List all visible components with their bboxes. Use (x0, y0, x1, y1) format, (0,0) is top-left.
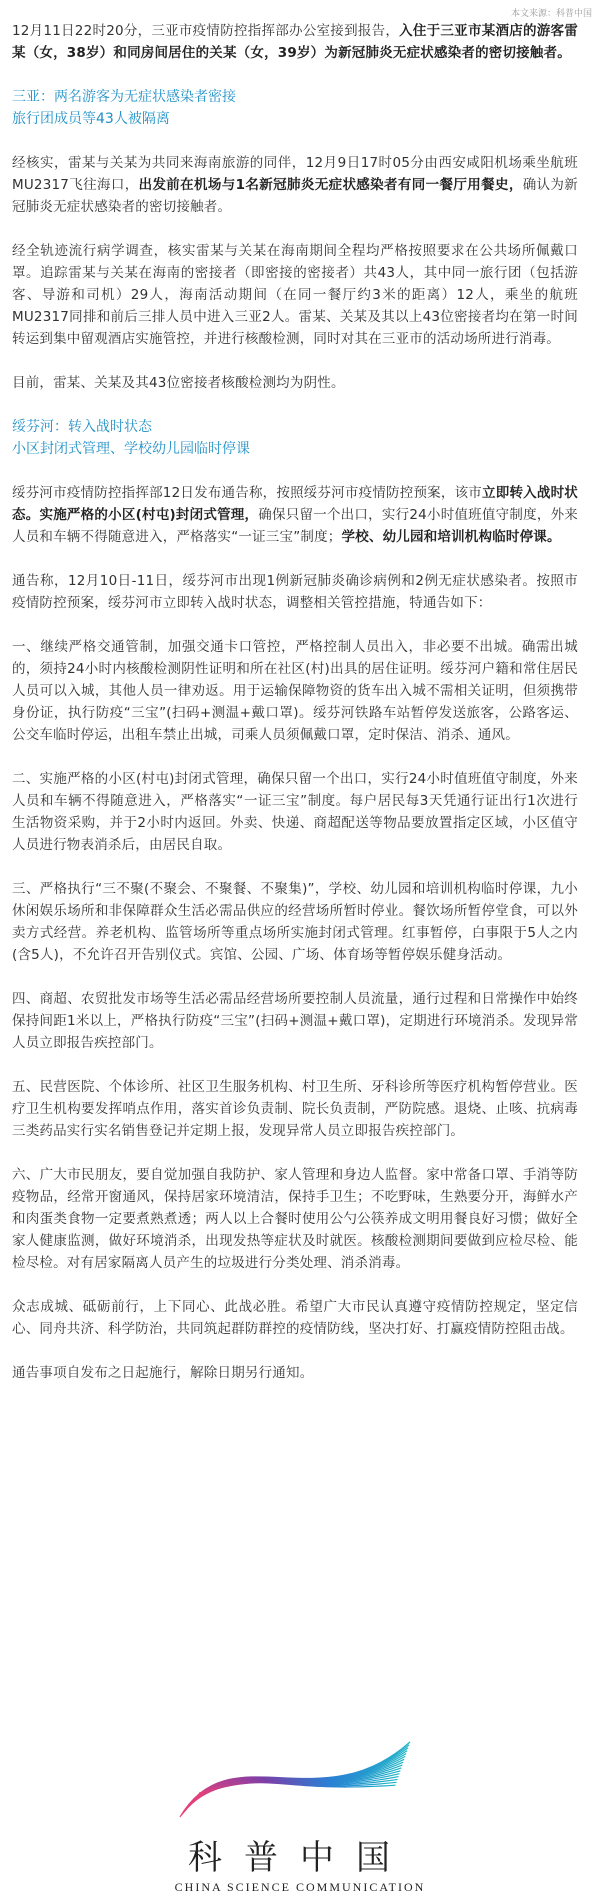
suifenhe-p1-bold-2: 学校、幼儿园和培训机构临时停课。 (341, 529, 561, 545)
suifenhe-title-line1: 绥芬河：转入战时状态 (12, 419, 152, 435)
notice-item-3: 三、严格执行“三不聚(不聚会、不聚餐、不聚集)”，学校、幼儿园和培训机构临时停课，九小休闲娱乐场所和非保障群众生活必需品供应的经营场所暂时停业。餐饮场所暂停堂食，可以外卖方式经营。养老机构、监管场所等重点场所实施封闭式管理。红事暂停，白事限于5人之内(含5人)，不允许召开告别仪式。宾馆、公园、广场、体育场等暂停娱乐健身活动。 (12, 881, 578, 963)
source-note: 本文来源：科普中国 (510, 9, 592, 19)
logo-ribbon-icon (170, 1722, 420, 1832)
sanya-p1-bold: 出发前在机场与1名新冠肺炎无症状感染者有同一餐厅用餐史， (138, 177, 523, 193)
suifenhe-paragraph-2: 通告称，12月10日-11日，绥芬河市出现1例新冠肺炎确诊病例和2例无症状感染者。按照市疫情防控预案，绥芬河市立即转入战时状态，调整相关管控措施，特通告如下： (12, 573, 578, 611)
sanya-p1-text-b: 确认为新冠肺炎无症状感染者的密切接触者。 (12, 177, 578, 215)
closing-paragraph: 众志成城、砥砺前行，上下同心、此战必胜。希望广大市民认真遵守疫情防控规定，坚定信心、同舟共济、科学防治，共同筑起群防群控的疫情防线，坚决打好、打赢疫情防控阻击战。 (12, 1299, 578, 1337)
notice-item-4: 四、商超、农贸批发市场等生活必需品经营场所要控制人员流量，通行过程和日常操作中始终保持间距1米以上，严格执行防疫“三宝”(扫码+测温+戴口罩)，定期进行环境消杀。发现异常人员立即报告疾控部门。 (12, 991, 578, 1051)
logo-chinese-text: 科普中国 (188, 1838, 412, 1878)
notice-item-6: 六、广大市民朋友，要自觉加强自我防护、家人管理和身边人监督。家中常备口罩、手消等防疫物品，经常开窗通风，保持居家环境清洁，保持手卫生；不吃野味，生熟要分开，海鲜水产和肉蛋类食物一定要煮熟煮透；两人以上合餐时使用公勺公筷养成文明用餐良好习惯；做好全家人健康监测，做好环境消杀，出现发热等症状及时就医。核酸检测期间要做到应检尽检、能检尽检。对有居家隔离人员产生的垃圾进行分类处理、消杀消毒。 (12, 1167, 578, 1271)
sanya-title-line1: 三亚：两名游客为无症状感染者密接 (12, 89, 236, 105)
suifenhe-p1-text-b: 确保只留一个出口，实行24小时值班值守制度，外来人员和车辆不得随意进入，严格落实“一证三宝”制度； (12, 507, 578, 545)
sanya-title-line2: 旅行团成员等43人被隔离 (12, 111, 170, 127)
notice-item-1: 一、继续严格交通管制，加强交通卡口管控，严格控制人员出入，非必要不出城。确需出城的，须持24小时内核酸检测阴性证明和所在社区(村)出具的居住证明。绥芬河户籍和常住居民人员可以入城，其他人员一律劝返。用于运输保障物资的货车出入城不需相关证明，但须携带身份证，执行防疫“三宝”(扫码+测温+戴口罩)。绥芬河铁路车站暂停发送旅客，公路客运、公交车临时停运，出租车禁止出城，司乘人员须佩戴口罩，定时保洁、消杀、通风。 (12, 639, 578, 743)
notice-item-2: 二、实施严格的小区(村屯)封闭式管理，确保只留一个出口，实行24小时值班值守制度，外来人员和车辆不得随意进入，严格落实“一证三宝”制度。每户居民每3天凭通行证出行1次进行生活物资采购，并于2小时内返回。外卖、快递、商超配送等物品要放置指定区域，小区值守人员进行物表消杀后，由居民自取。 (12, 771, 578, 853)
suifenhe-p1-text-a: 绥芬河市疫情防控指挥部12日发布通告称，按照绥芬河市疫情防控预案，该市 (12, 485, 483, 501)
logo-english-text: CHINA SCIENCE COMMUNICATION (174, 1880, 426, 1894)
intro-paragraph (12, 20, 578, 64)
sanya-p1-text-a: 经核实，雷某与关某为共同来海南旅游的同伴，12月9日17时05分由西安咸阳机场乘坐航班MU2317飞往海口， (12, 155, 578, 193)
suifenhe-paragraph-1 (12, 482, 578, 548)
sanya-section-title (12, 86, 578, 130)
notice-item-5: 五、民营医院、个体诊所、社区卫生服务机构、村卫生所、牙科诊所等医疗机构暂停营业。医疗卫生机构要发挥哨点作用，落实首诊负责制、院长负责制，严防院感。退烧、止咳、抗病毒三类药品实行实名销售登记并定期上报，发现异常人员立即报告疾控部门。 (12, 1079, 578, 1139)
intro-bold-text: 入住于三亚市某酒店的游客雷某（女，38岁）和同房间居住的关某（女，39岁）为新冠肺炎无症状感染者的密切接触者。 (12, 23, 578, 61)
china-science-communication-logo (0, 1710, 600, 1898)
effective-notice: 通告事项自发布之日起施行，解除日期另行通知。 (12, 1365, 314, 1381)
suifenhe-section-title (12, 416, 578, 460)
suifenhe-p1-bold-1: 立即转入战时状态。实施严格的小区(村屯)封闭式管理， (12, 485, 578, 523)
article-body (12, 20, 578, 1406)
suifenhe-title-line2: 小区封闭式管理、学校幼儿园临时停课 (12, 441, 250, 457)
sanya-paragraph-2: 经全轨迹流行病学调查，核实雷某与关某在海南期间全程均严格按照要求在公共场所佩戴口罩。追踪雷某与关某在海南的密接者（即密接的密接者）共43人，其中同一旅行团（包括游客、导游和司机）29人，海南活动期间（在同一餐厅约3米的距离）12人，乘坐的航班MU2317同排和前后三排人员中进入三亚2人。雷某、关某及其以上43位密接者均在第一时间转运到集中留观酒店实施管控，并进行核酸检测，同时对其在三亚市的活动场所进行消毒。 (12, 243, 578, 347)
sanya-paragraph-3: 目前，雷某、关某及其43位密接者核酸检测均为阴性。 (12, 375, 345, 391)
intro-text: 12月11日22时20分，三亚市疫情防控指挥部办公室接到报告， (12, 23, 400, 39)
sanya-paragraph-1 (12, 152, 578, 218)
